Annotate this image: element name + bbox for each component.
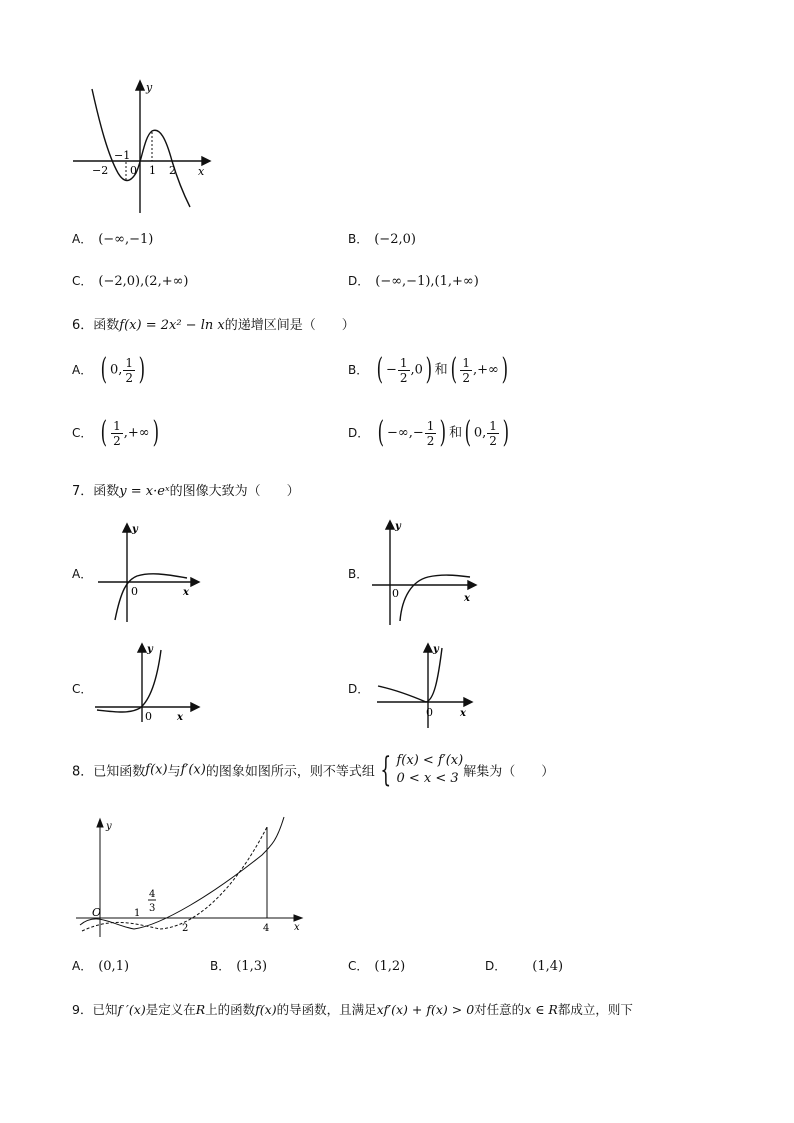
- svg-text:x: x: [177, 712, 183, 723]
- svg-text:4: 4: [149, 889, 156, 900]
- svg-text:y: y: [433, 644, 439, 655]
- fig5-tick-m2: −2: [92, 164, 109, 177]
- svg-text:0: 0: [131, 585, 138, 598]
- q5-option-b[interactable]: B． (−2,0): [348, 232, 416, 247]
- svg-text:y: y: [106, 821, 112, 832]
- svg-text:O: O: [92, 906, 102, 919]
- dashed-curve: [82, 827, 267, 931]
- svg-text:0: 0: [392, 587, 399, 600]
- fig5-x: x: [198, 165, 205, 178]
- curve-a: [115, 574, 187, 620]
- q7-graph-a[interactable]: [95, 520, 205, 625]
- q7-graph-b[interactable]: [372, 517, 482, 629]
- fig5-y: y: [146, 81, 153, 94]
- q7-graph-c[interactable]: [95, 640, 205, 725]
- x-arrow: [202, 157, 210, 165]
- svg-text:1: 1: [134, 908, 141, 919]
- q9-stem: 9．已知f ′(x)是定义在R上的函数f(x)的导函数，且满足xf′(x) + f(x) > 0对任意的x ∈ R都成立，则下: [72, 1002, 633, 1017]
- svg-text:y: y: [132, 524, 138, 535]
- fig5-tick-1: 1: [149, 164, 156, 177]
- q7-option-a-label[interactable]: A．: [72, 567, 93, 581]
- q8-option-b[interactable]: B． (1,3): [210, 959, 268, 974]
- fig5-tick-m1: −1: [114, 149, 131, 162]
- svg-text:3: 3: [149, 903, 156, 914]
- q6-stem: 6．函数f(x) = 2x² − ln x的递增区间是（ ）: [72, 318, 355, 333]
- q7-option-b-label[interactable]: B．: [348, 567, 369, 581]
- q8-option-d[interactable]: D． (1,4): [485, 959, 564, 974]
- svg-text:4: 4: [263, 923, 270, 934]
- q6-option-c[interactable]: C． ( $\frac{1}{2}$ ,+∞): [72, 415, 159, 450]
- svg-text:0: 0: [426, 706, 433, 719]
- q6-option-b[interactable]: B． ( − $\frac{1}{2}$ ,0) 和( $\frac{1}{2}$ ,+∞): [348, 352, 508, 387]
- q8-stem: 8．已知函数f(x)与f′(x)的图象如图所示，则不等式组 { f(x) < f′(x) 0 < x < 3 解集为（ ）: [72, 750, 555, 790]
- svg-text:y: y: [147, 644, 153, 655]
- solid-curve: [80, 817, 284, 929]
- fig5-tick-2: 2: [169, 164, 176, 177]
- q5-option-a[interactable]: A． (−∞,−1): [72, 232, 154, 247]
- q8-option-c[interactable]: C． (1,2): [348, 959, 406, 974]
- svg-text:x: x: [460, 708, 466, 719]
- curve-d: [378, 648, 442, 702]
- svg-text:y: y: [395, 521, 401, 532]
- q8-figure: [72, 815, 312, 940]
- q6-option-a[interactable]: A． ( 0, $\frac{1}{2}$ ): [72, 352, 146, 387]
- q5-option-c[interactable]: C． (−2,0),(2,+∞): [72, 274, 189, 289]
- svg-text:x: x: [464, 593, 470, 604]
- q6-option-d[interactable]: D． ( −∞,− $\frac{1}{2}$ ) 和( 0, $\frac{1}{2}$ ): [348, 415, 509, 450]
- q5-option-d[interactable]: D． (−∞,−1),(1,+∞): [348, 274, 479, 289]
- q7-option-d-label[interactable]: D．: [348, 682, 370, 696]
- curve-b: [400, 575, 470, 621]
- fig5-tick-0: 0: [130, 164, 137, 177]
- svg-text:x: x: [294, 922, 300, 933]
- q5-figure: [70, 75, 215, 215]
- q7-stem: 7．函数y = x·eˣ的图像大致为（ ）: [72, 484, 300, 499]
- y-arrow: [136, 81, 144, 90]
- q7-graph-d[interactable]: [372, 640, 482, 732]
- q7-option-c-label[interactable]: C．: [72, 682, 93, 696]
- cubic-curve: [92, 89, 190, 207]
- svg-text:x: x: [183, 587, 189, 598]
- q8-option-a[interactable]: A． (0,1): [72, 959, 130, 974]
- svg-text:0: 0: [145, 710, 152, 723]
- curve-c: [97, 650, 161, 712]
- svg-text:2: 2: [182, 923, 189, 934]
